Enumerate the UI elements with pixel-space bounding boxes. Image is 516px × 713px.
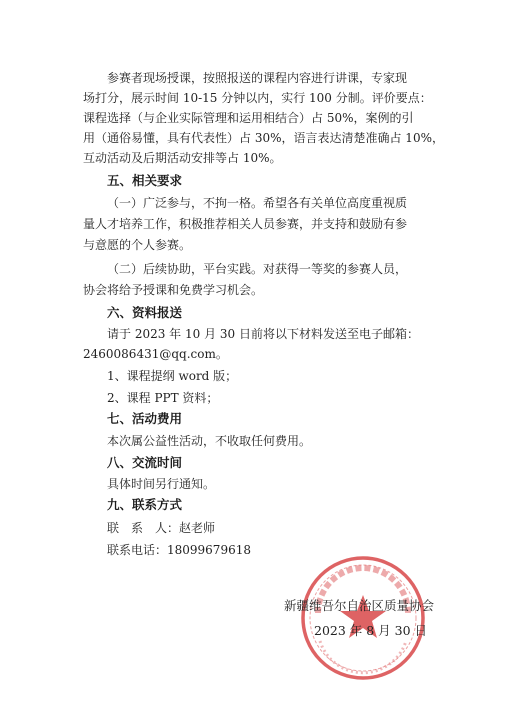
section6-item2: 2、课程 PPT 资料； (107, 391, 219, 405)
signature-org: 新疆维吾尔自治区质量协会 (284, 598, 435, 613)
email-address: 2460086431@qq.com。 (83, 347, 228, 361)
section5-para2-line2: 协会将给予授课和免费学习机会。 (83, 283, 264, 297)
section5-heading: 五、相关要求 (107, 173, 183, 188)
intro-line-4: 用（通俗易懂，具有代表性）占 30%，语言表达清楚准确占 10%， (83, 131, 444, 145)
intro-line-1: 参赛者现场授课，按照报送的课程内容进行讲课，专家现 (107, 71, 408, 85)
section8-heading: 八、交流时间 (107, 455, 183, 470)
section6-item1: 1、课程提纲 word 版； (107, 369, 238, 383)
section5-para1-line1: （一）广泛参与，不拘一格。希望各有关单位高度重视质 (107, 196, 408, 210)
section6-line1: 请于 2023 年 10 月 30 日前将以下材料发送至电子邮箱： (107, 327, 419, 341)
section5-para2-line1: （二）后续协助，平台实践。对获得一等奖的参赛人员， (107, 262, 408, 276)
section7-text: 本次属公益性活动，不收取任何费用。 (107, 434, 312, 448)
section5-para1-line2: 量人才培养工作，积极推荐相关人员参赛，并支持和鼓励有参 (83, 217, 408, 231)
contact-person: 联 系 人：赵老师 (107, 521, 216, 535)
section6-heading: 六、资料报送 (107, 305, 183, 320)
section8-text: 具体时间另行通知。 (107, 477, 216, 491)
official-seal (298, 553, 428, 683)
signature-date: 2023 年 8 月 30 日 (314, 623, 428, 638)
contact-phone: 联系电话：18099679618 (107, 543, 251, 557)
section9-heading: 九、联系方式 (107, 497, 183, 512)
intro-line-2: 场打分，展示时间 10-15 分钟以内，实行 100 分制。评价要点： (83, 91, 432, 105)
section7-heading: 七、活动费用 (107, 411, 183, 426)
section5-para1-line3: 与意愿的个人参赛。 (83, 238, 192, 252)
intro-line-3: 课程选择（与企业实际管理和运用相结合）占 50%，案例的引 (83, 111, 414, 125)
intro-line-5: 互动活动及后期活动安排等占 10%。 (83, 151, 282, 165)
